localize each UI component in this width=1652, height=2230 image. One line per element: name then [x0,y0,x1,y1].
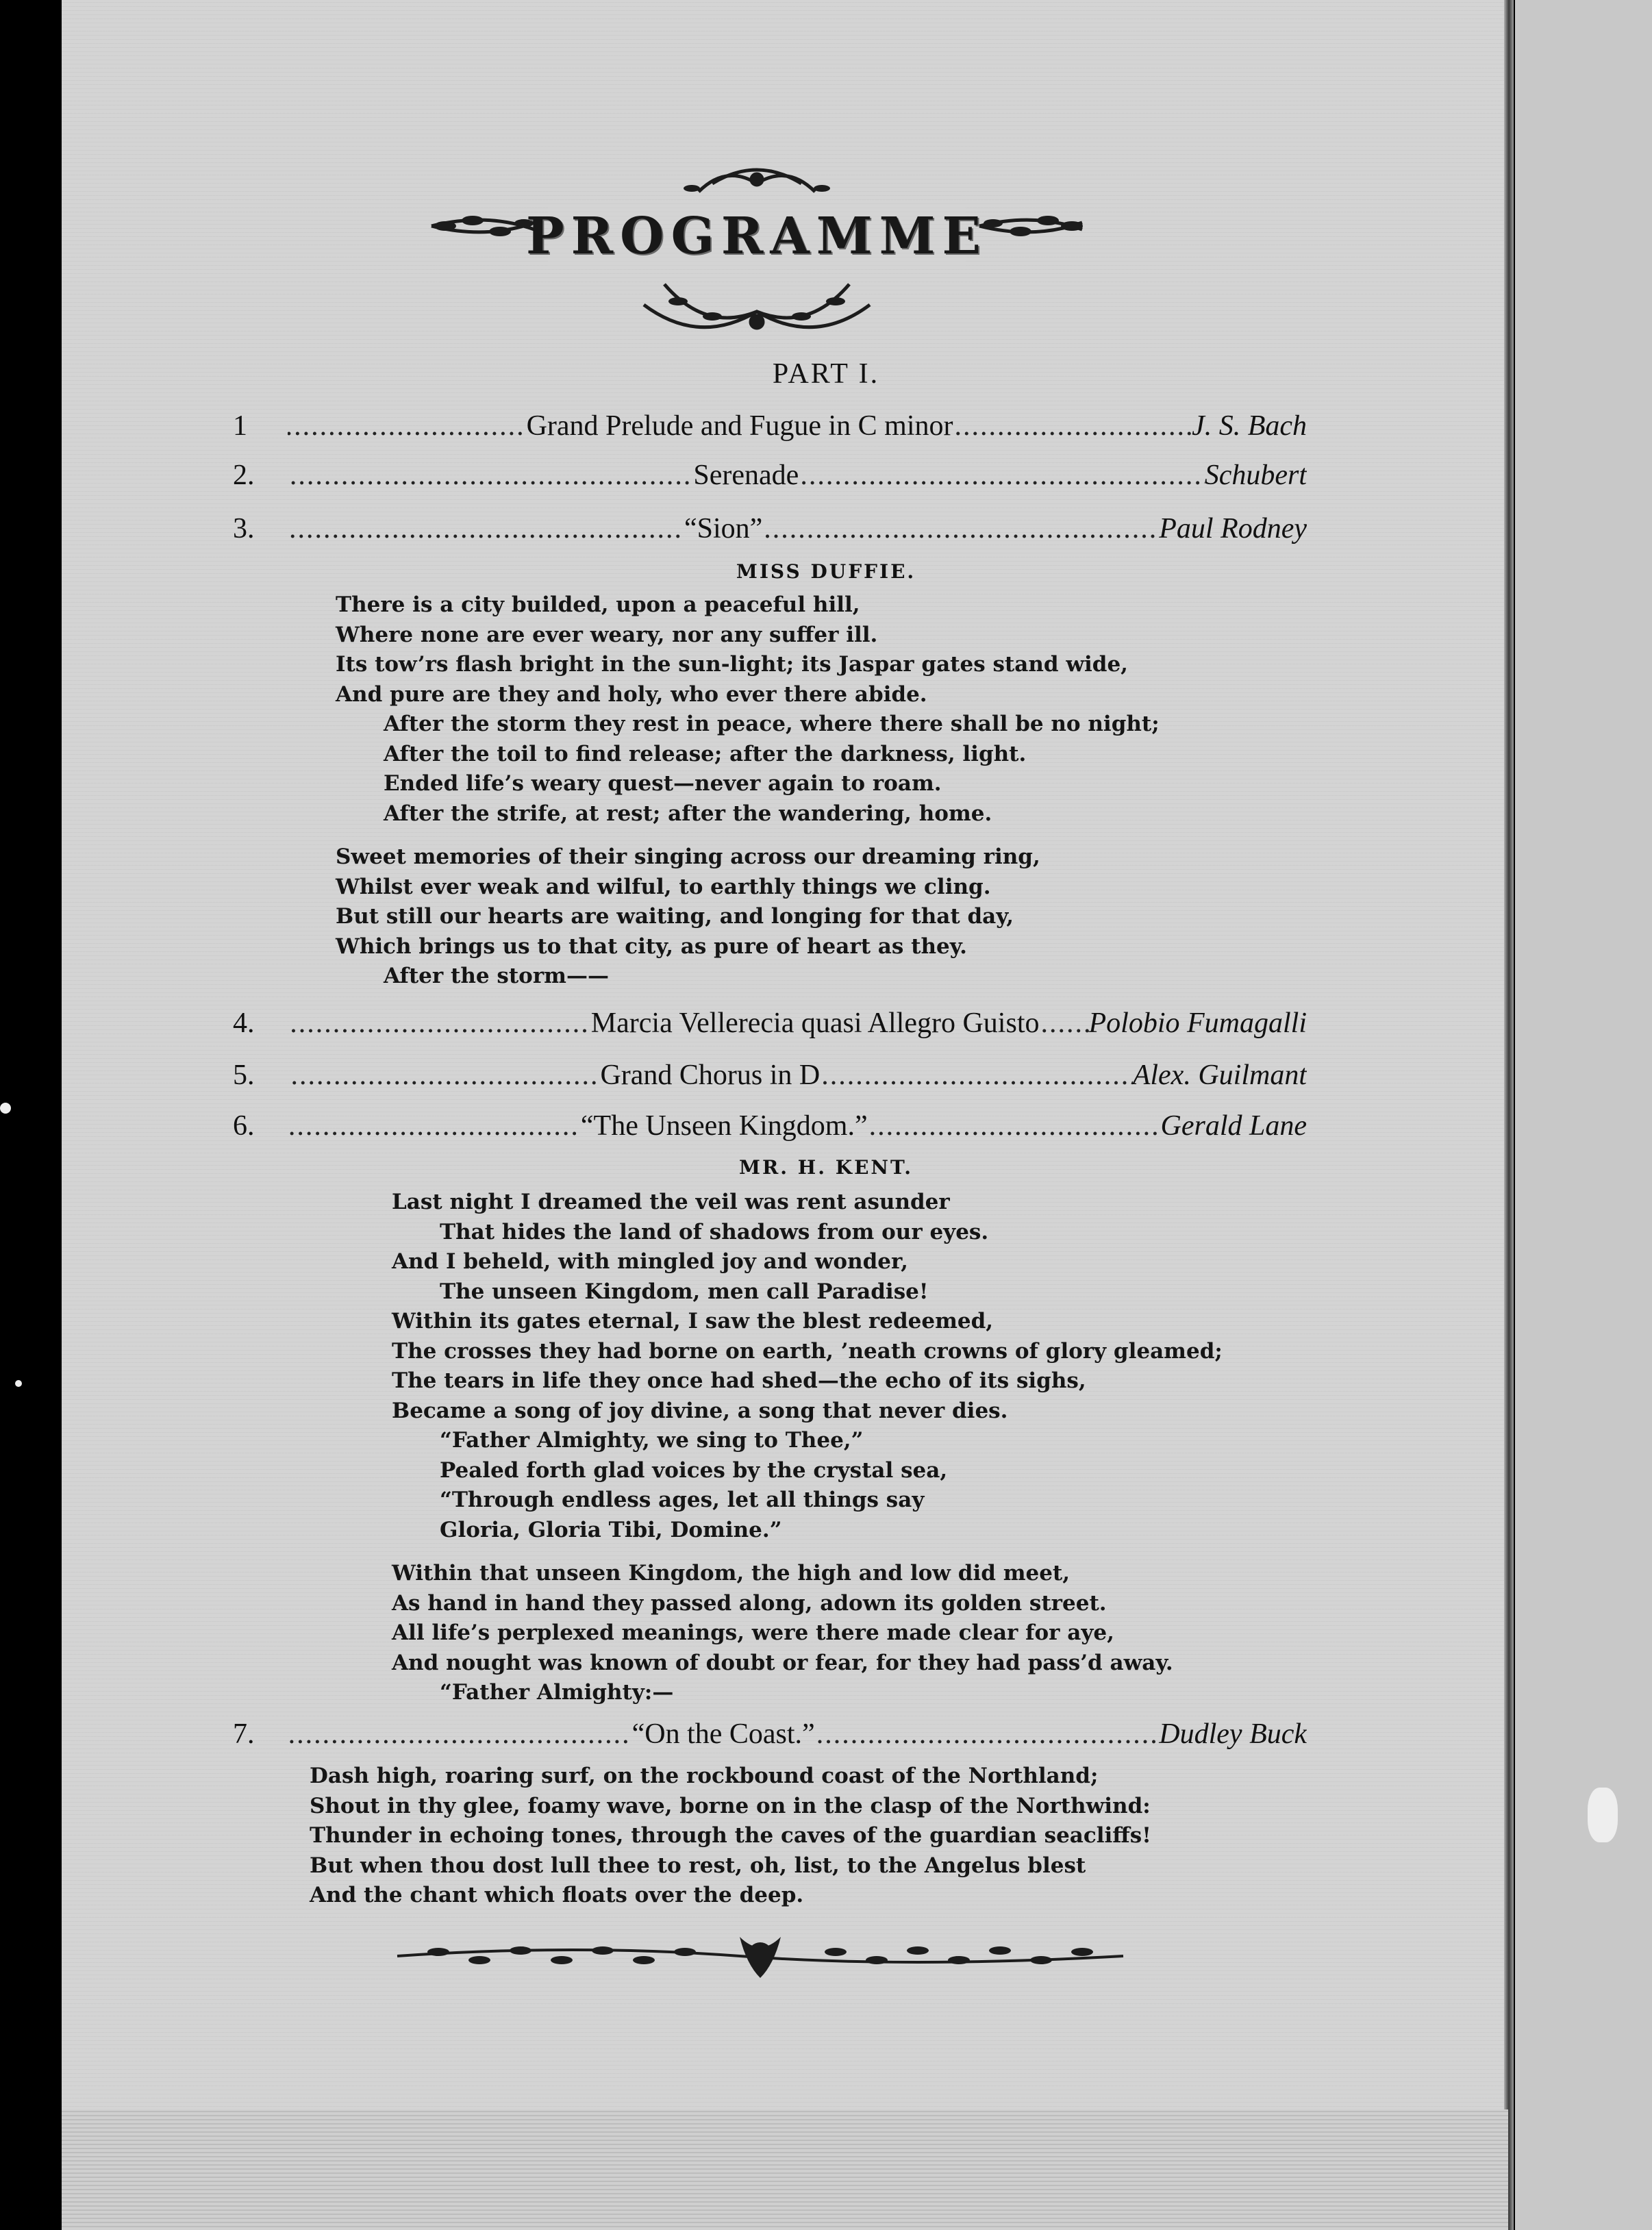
lyric-line: Within that unseen Kingdom, the high and low did meet, [392,1561,1071,1586]
lyric-line: Gloria, Gloria Tibi, Domine.” [440,1517,782,1542]
leader-dots [821,1059,1132,1092]
lyric-line: After the toil to find release; after the darkness, light. [384,741,1027,766]
programme-header [404,164,1110,342]
lyric-line: And I beheld, with mingled joy and wonder, [392,1249,908,1274]
lyric-line: And nought was known of doubt or fear, for they had pass’d away. [392,1650,1173,1675]
lyric-line: Ended life’s weary quest—never again to roam. [384,771,942,796]
leader-dots [288,410,525,442]
lyric-line: And the chant which floats over the deep. [310,1883,804,1907]
leader-dots [288,1718,631,1751]
program-item [233,1110,1307,1151]
leader-dots [954,410,1192,442]
item-number: 5. [233,1060,255,1091]
leader-dots [288,459,692,492]
piece-title: Serenade [693,460,799,491]
page-fold [1504,0,1514,2230]
program-item [233,1718,1307,1759]
lyric-line: Thunder in echoing tones, through the caves of the guardian seacliffs! [310,1823,1151,1848]
lyric-line: Where none are ever weary, nor any suffer ill. [336,622,878,647]
leader-dots [1041,1007,1089,1040]
piece-title: “Sion” [684,513,763,544]
lyric-line: All life’s perplexed meanings, were there made clear for aye, [392,1620,1114,1645]
lyric-line: As hand in hand they passed along, adown its golden street. [392,1590,1107,1616]
lyric-line: Sweet memories of their singing across our dreaming ring, [336,844,1040,869]
composer-name: Schubert [1204,460,1307,491]
vine-ornament-icon [384,1923,1137,1985]
piece-title: Grand Chorus in D [600,1060,821,1091]
margin-mark [1588,1788,1618,1842]
lyric-line: “Father Almighty:— [440,1680,674,1705]
piece-title: “On the Coast.” [631,1718,815,1750]
program-item [233,1059,1307,1100]
leader-dots [288,1110,579,1142]
lyrics-unseen-kingdom [392,1188,1223,1708]
item-number: 6. [233,1110,255,1142]
lyric-line: But still our hearts are waiting, and longing for that day, [336,904,1014,929]
program-item [233,1007,1307,1048]
leader-dots [288,512,683,545]
piece-title: Marcia Vellerecia quasi Allegro Guisto [590,1007,1040,1039]
lyric-line: Last night I dreamed the veil was rent asunder [392,1190,950,1214]
lyric-line: Became a song of joy divine, a song that never dies. [392,1398,1008,1423]
programme-title: PROGRAMME [526,207,988,266]
part-heading: PART I. [772,358,880,390]
item-number: 1 [233,410,247,442]
lyric-line: There is a city builded, upon a peaceful hill, [336,592,860,617]
composer-name: Polobio Fumagalli [1088,1007,1307,1039]
lyric-line: The unseen Kingdom, men call Paradise! [440,1279,929,1304]
lyric-line: Within its gates eternal, I saw the blest redeemed, [392,1309,994,1333]
lyric-line: Shout in thy glee, foamy wave, borne on in the clasp of the Northwind: [310,1793,1151,1818]
lyric-line: After the storm they rest in peace, where there shall be no night; [384,712,1160,736]
composer-name: Dudley Buck [1159,1718,1307,1750]
lyric-line: Pealed forth glad voices by the crystal sea, [440,1457,948,1483]
piece-title: Grand Prelude and Fugue in C minor [526,410,953,442]
item-number: 2. [233,460,255,491]
lyric-line: And pure are they and holy, who ever there abide. [336,681,927,707]
performer-name: MR. H. KENT. [739,1156,913,1179]
program-item [233,410,1307,451]
composer-name: Paul Rodney [1159,513,1307,544]
lyric-line: The crosses they had borne on earth, ’neath crowns of glory gleamed; [392,1338,1223,1364]
lyric-line: That hides the land of shadows from our eyes. [440,1219,989,1244]
item-number: 4. [233,1007,255,1039]
adjacent-page-edge [1515,0,1652,2230]
leader-dots [816,1718,1160,1751]
leader-dots [288,1007,590,1040]
leader-dots [764,512,1159,545]
composer-name: J. S. Bach [1192,410,1307,442]
lyric-line: But when thou dost lull thee to rest, oh, list, to the Angelus blest [310,1853,1086,1878]
program-item [233,459,1307,500]
lyric-line: Dash high, roaring surf, on the rockbound coast of the Northland; [310,1764,1099,1788]
performer-name: MISS DUFFIE. [736,560,916,583]
margin-mark [15,1380,22,1387]
lyrics-sion [336,590,1160,992]
lyric-line: After the storm—— [384,964,609,988]
lyric-line: Which brings us to that city, as pure of heart as they. [336,934,967,959]
lyric-line: Whilst ever weak and wilful, to earthly things we cling. [336,874,991,899]
lyrics-on-the-coast [310,1762,1151,1911]
page-bottom-texture [62,2109,1508,2230]
lyric-line: Its tow’rs flash bright in the sun-light; its Jaspar gates stand wide, [336,652,1128,677]
composer-name: Gerald Lane [1160,1110,1307,1142]
leader-dots [800,459,1204,492]
lyric-line: After the strife, at rest; after the wandering, home. [384,801,992,826]
lyric-line: “Through endless ages, let all things say [440,1488,925,1512]
item-number: 3. [233,513,255,544]
leader-dots [869,1110,1161,1142]
program-item [233,512,1307,553]
lyric-line: The tears in life they once had shed—the echo of its sighs, [392,1368,1086,1393]
piece-title: “The Unseen Kingdom.” [580,1110,868,1142]
item-number: 7. [233,1718,255,1750]
leader-dots [288,1059,599,1092]
margin-mark [0,1103,11,1114]
composer-name: Alex. Guilmant [1132,1060,1307,1091]
lyric-line: “Father Almighty, we sing to Thee,” [440,1428,864,1453]
